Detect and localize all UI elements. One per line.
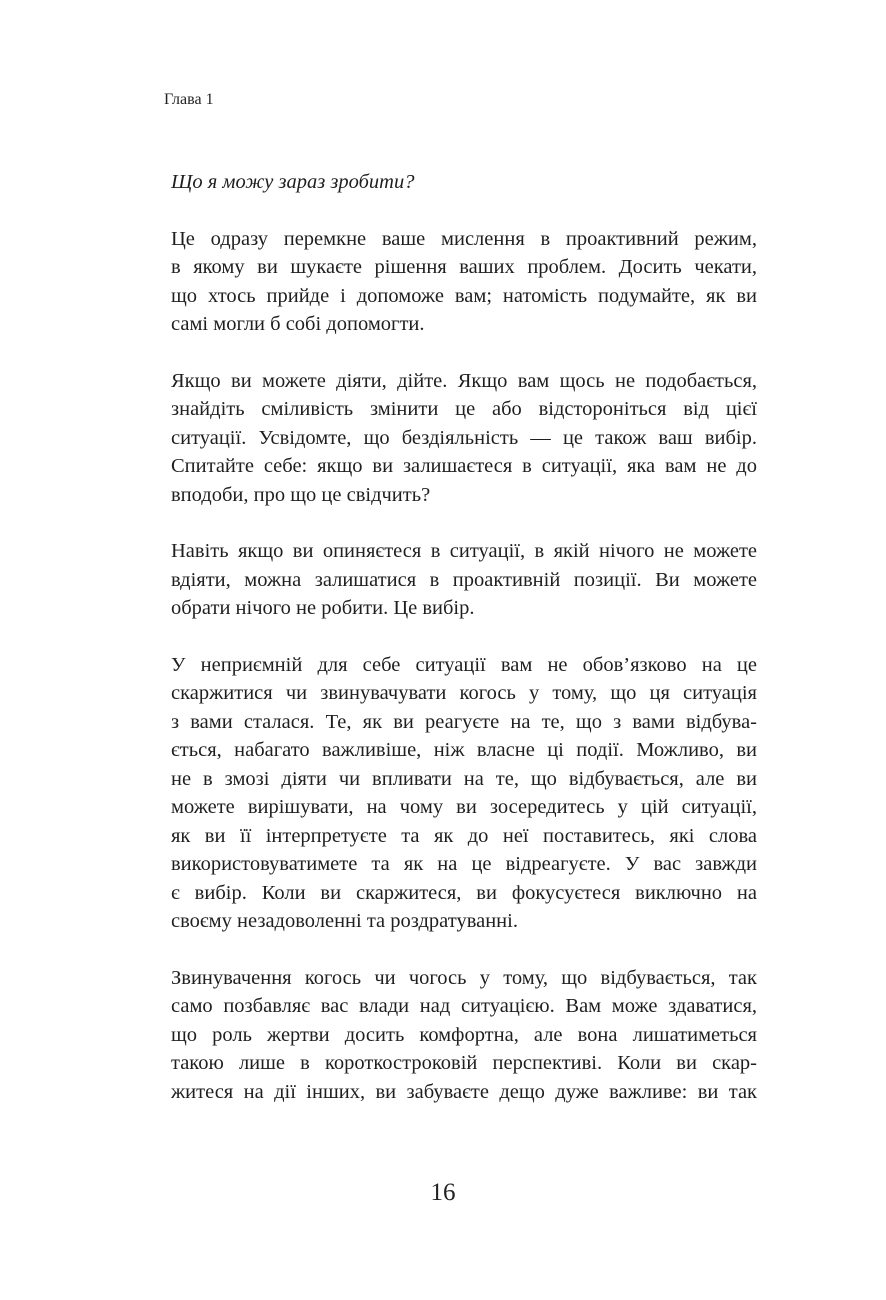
text-line: можете вирішувати, на чому ви зосередитесь у цій ситуації, — [171, 796, 757, 818]
text-line: Це одразу перемкне ваше мислення в проактивний режим, — [171, 227, 757, 250]
text-line: Звинувачення когось чи чогось у тому, що відбувається, так — [171, 966, 757, 989]
page-body — [171, 168, 757, 1134]
text-line: знайдіть сміливість змінити це або відстороніться від цієї — [171, 398, 757, 420]
text-line: обрати нічого не робити. Це вибір. — [171, 597, 475, 619]
text-line: є вибір. Коли ви скаржитеся, ви фокусуєтеся виключно на — [171, 881, 757, 904]
text-line: вподоби, про що це свідчить? — [171, 483, 431, 506]
text-line: Спитайте себе: якщо ви залишаєтеся в ситуації, яка вам не до — [171, 455, 757, 477]
paragraph — [171, 367, 757, 510]
text-line: не в змозі діяти чи впливати на те, що відбувається, але ви — [171, 767, 757, 790]
text-line: самі могли б собі допомогти. — [171, 313, 425, 335]
paragraph — [171, 651, 757, 936]
section-subheading: Що я можу зараз зробити? — [171, 171, 415, 193]
text-line: в якому ви шукаєте рішення ваших проблем. Досить чекати, — [171, 256, 757, 278]
paragraph — [171, 964, 757, 1107]
text-line: скаржитися чи звинувачувати когось у тому, що ця ситуація — [171, 682, 757, 704]
chapter-running-head: Глава 1 — [164, 91, 214, 108]
text-line: що роль жертви досить комфортна, але вона лишатиметься — [171, 1023, 757, 1046]
text-line: ється, набагато важливіше, ніж власне ці події. Можливо, ви — [171, 739, 757, 761]
text-line: ситуації. Усвідомте, що бездіяльність — це також ваш вибір. — [171, 426, 757, 449]
text-line: житеся на дії інших, ви забуваєте дещо дуже важливе: ви так — [171, 1080, 757, 1103]
paragraph — [171, 225, 757, 339]
text-line: само позбавляє вас влади над ситуацією. Вам може здаватися, — [171, 995, 757, 1017]
text-line: що хтось прийде і допоможе вам; натомість подумайте, як ви — [171, 284, 757, 307]
paragraphs-container — [171, 225, 757, 1107]
text-line: такою лише в короткостроковій перспективі. Коли ви скар- — [171, 1052, 757, 1074]
text-line: своєму незадоволенні та роздратуванні. — [171, 910, 518, 932]
text-line: У неприємній для себе ситуації вам не обов’язково на це — [171, 653, 757, 676]
text-line: з вами сталася. Те, як ви реагуєте на те, що з вами відбува- — [171, 710, 757, 733]
text-line: як ви її інтерпретуєте та як до неї поставитесь, які слова — [171, 824, 757, 847]
page-number: 16 — [430, 1179, 456, 1206]
text-line: Якщо ви можете діяти, дійте. Якщо вам щось не подобається, — [171, 369, 757, 392]
text-line: Навіть якщо ви опиняєтеся в ситуації, в якій нічого не можете — [171, 540, 757, 562]
paragraph — [171, 537, 757, 623]
text-line: вдіяти, можна залишатися в проактивній позиції. Ви можете — [171, 568, 757, 591]
text-line: використовуватимете та як на це відреагуєте. У вас завжди — [171, 853, 757, 875]
